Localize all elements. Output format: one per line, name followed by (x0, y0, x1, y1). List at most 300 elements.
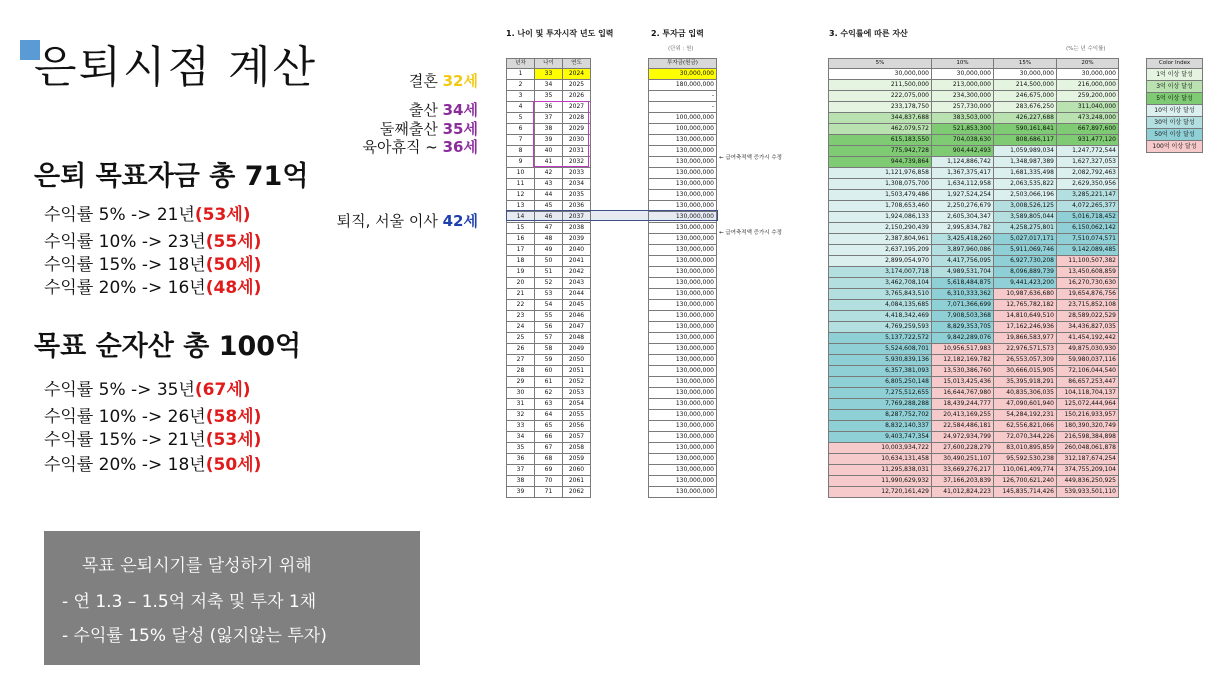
age-cell[interactable]: 48 (535, 234, 563, 245)
year-cell[interactable]: 2033 (563, 168, 591, 179)
asset-value-cell[interactable]: 213,000,000 (932, 80, 994, 91)
asset-value-cell[interactable]: 3,589,805,044 (994, 212, 1057, 223)
asset-value-cell[interactable]: 449,836,250,925 (1057, 476, 1119, 487)
investment-cell[interactable]: 130,000,000 (649, 146, 717, 157)
investment-cell[interactable]: 130,000,000 (649, 179, 717, 190)
asset-value-cell[interactable]: 12,182,169,782 (932, 355, 994, 366)
row-number-cell[interactable]: 20 (507, 278, 535, 289)
age-cell[interactable]: 43 (535, 179, 563, 190)
asset-value-cell[interactable]: 216,598,384,898 (1057, 432, 1119, 443)
year-cell[interactable]: 2029 (563, 124, 591, 135)
investment-cell[interactable]: 130,000,000 (649, 465, 717, 476)
asset-value-cell[interactable]: 5,618,484,875 (932, 278, 994, 289)
investment-cell[interactable]: 130,000,000 (649, 267, 717, 278)
asset-value-cell[interactable]: 4,989,531,704 (932, 267, 994, 278)
year-cell[interactable]: 2048 (563, 333, 591, 344)
investment-cell[interactable]: 130,000,000 (649, 212, 717, 223)
row-number-cell[interactable]: 19 (507, 267, 535, 278)
year-cell[interactable]: 2040 (563, 245, 591, 256)
year-cell[interactable]: 2056 (563, 421, 591, 432)
investment-cell[interactable]: 130,000,000 (649, 245, 717, 256)
asset-value-cell[interactable]: 904,442,493 (932, 146, 994, 157)
age-cell[interactable]: 56 (535, 322, 563, 333)
row-number-cell[interactable]: 9 (507, 157, 535, 168)
age-cell[interactable]: 44 (535, 190, 563, 201)
age-cell[interactable]: 66 (535, 432, 563, 443)
asset-value-cell[interactable]: 521,853,300 (932, 124, 994, 135)
asset-value-cell[interactable]: 1,348,987,389 (994, 157, 1057, 168)
asset-value-cell[interactable]: 6,927,730,208 (994, 256, 1057, 267)
asset-value-cell[interactable]: 7,908,503,368 (932, 311, 994, 322)
asset-value-cell[interactable]: 8,287,752,702 (829, 410, 932, 421)
asset-value-cell[interactable]: 30,666,015,905 (994, 366, 1057, 377)
asset-value-cell[interactable]: 11,990,629,932 (829, 476, 932, 487)
asset-value-cell[interactable]: 5,027,017,171 (994, 234, 1057, 245)
asset-value-cell[interactable]: 667,897,600 (1057, 124, 1119, 135)
year-cell[interactable]: 2043 (563, 278, 591, 289)
asset-value-cell[interactable]: 8,096,889,739 (994, 267, 1057, 278)
asset-value-cell[interactable]: 5,524,608,701 (829, 344, 932, 355)
investment-cell[interactable]: 130,000,000 (649, 234, 717, 245)
investment-cell[interactable]: 180,000,000 (649, 80, 717, 91)
asset-value-cell[interactable]: 10,634,131,458 (829, 454, 932, 465)
header-cell[interactable]: 5% (829, 59, 932, 69)
row-number-cell[interactable]: 23 (507, 311, 535, 322)
asset-value-cell[interactable]: 5,911,069,746 (994, 245, 1057, 256)
asset-value-cell[interactable]: 1,367,375,417 (932, 168, 994, 179)
age-cell[interactable]: 34 (535, 80, 563, 91)
asset-value-cell[interactable]: 4,769,259,593 (829, 322, 932, 333)
year-cell[interactable]: 2053 (563, 388, 591, 399)
asset-value-cell[interactable]: 47,090,601,940 (994, 399, 1057, 410)
asset-value-cell[interactable]: 10,003,934,722 (829, 443, 932, 454)
year-cell[interactable]: 2051 (563, 366, 591, 377)
asset-value-cell[interactable]: 126,700,621,240 (994, 476, 1057, 487)
asset-value-cell[interactable]: 19,866,583,977 (994, 333, 1057, 344)
age-cell[interactable]: 50 (535, 256, 563, 267)
asset-value-cell[interactable]: 344,837,688 (829, 113, 932, 124)
asset-value-cell[interactable]: 1,124,886,742 (932, 157, 994, 168)
investment-cell[interactable]: 100,000,000 (649, 113, 717, 124)
age-cell[interactable]: 60 (535, 366, 563, 377)
asset-value-cell[interactable]: 9,441,423,200 (994, 278, 1057, 289)
investment-cell[interactable]: 130,000,000 (649, 223, 717, 234)
asset-value-cell[interactable]: 704,038,630 (932, 135, 994, 146)
year-cell[interactable]: 2058 (563, 443, 591, 454)
row-number-cell[interactable]: 2 (507, 80, 535, 91)
asset-value-cell[interactable]: 5,137,722,572 (829, 333, 932, 344)
age-cell[interactable]: 38 (535, 124, 563, 135)
asset-value-cell[interactable]: 259,200,000 (1057, 91, 1119, 102)
year-cell[interactable]: 2049 (563, 344, 591, 355)
asset-value-cell[interactable]: 4,084,135,685 (829, 300, 932, 311)
asset-value-cell[interactable]: 222,075,000 (829, 91, 932, 102)
asset-value-cell[interactable]: 4,258,275,801 (994, 223, 1057, 234)
header-cell[interactable]: 년차 (507, 59, 535, 69)
row-number-cell[interactable]: 10 (507, 168, 535, 179)
asset-value-cell[interactable]: 13,530,386,760 (932, 366, 994, 377)
asset-value-cell[interactable]: 35,395,918,291 (994, 377, 1057, 388)
investment-cell[interactable]: 130,000,000 (649, 366, 717, 377)
year-cell[interactable]: 2052 (563, 377, 591, 388)
asset-value-cell[interactable]: 2,605,304,347 (932, 212, 994, 223)
investment-cell[interactable]: 130,000,000 (649, 157, 717, 168)
age-cell[interactable]: 42 (535, 168, 563, 179)
year-cell[interactable]: 2041 (563, 256, 591, 267)
age-cell[interactable]: 61 (535, 377, 563, 388)
row-number-cell[interactable]: 13 (507, 201, 535, 212)
asset-value-cell[interactable]: 944,739,864 (829, 157, 932, 168)
legend-item[interactable]: 100억 이상 달성 (1147, 141, 1203, 153)
year-cell[interactable]: 2027 (563, 102, 591, 113)
asset-value-cell[interactable]: 2,637,195,209 (829, 245, 932, 256)
asset-value-cell[interactable]: 22,976,571,573 (994, 344, 1057, 355)
age-cell[interactable]: 63 (535, 399, 563, 410)
row-number-cell[interactable]: 1 (507, 69, 535, 80)
year-cell[interactable]: 2057 (563, 432, 591, 443)
year-cell[interactable]: 2038 (563, 223, 591, 234)
legend-item[interactable]: 10억 이상 달성 (1147, 105, 1203, 117)
asset-value-cell[interactable]: 1,247,772,544 (1057, 146, 1119, 157)
asset-value-cell[interactable]: 19,654,876,756 (1057, 289, 1119, 300)
row-number-cell[interactable]: 15 (507, 223, 535, 234)
asset-value-cell[interactable]: 59,980,037,116 (1057, 355, 1119, 366)
row-number-cell[interactable]: 11 (507, 179, 535, 190)
age-cell[interactable]: 71 (535, 487, 563, 498)
asset-value-cell[interactable]: 2,082,792,463 (1057, 168, 1119, 179)
age-cell[interactable]: 65 (535, 421, 563, 432)
investment-cell[interactable]: 130,000,000 (649, 201, 717, 212)
asset-value-cell[interactable]: 30,000,000 (932, 69, 994, 80)
asset-value-cell[interactable]: 4,072,265,377 (1057, 201, 1119, 212)
asset-value-cell[interactable]: 233,178,750 (829, 102, 932, 113)
year-cell[interactable]: 2055 (563, 410, 591, 421)
year-cell[interactable]: 2047 (563, 322, 591, 333)
legend-item[interactable]: 1억 이상 달성 (1147, 69, 1203, 81)
year-cell[interactable]: 2024 (563, 69, 591, 80)
asset-value-cell[interactable]: 30,000,000 (1057, 69, 1119, 80)
year-cell[interactable]: 2045 (563, 300, 591, 311)
investment-cell[interactable]: 130,000,000 (649, 388, 717, 399)
row-number-cell[interactable]: 18 (507, 256, 535, 267)
asset-value-cell[interactable]: 6,310,333,362 (932, 289, 994, 300)
asset-value-cell[interactable]: 20,413,169,255 (932, 410, 994, 421)
asset-value-cell[interactable]: 383,503,000 (932, 113, 994, 124)
row-number-cell[interactable]: 34 (507, 432, 535, 443)
asset-value-cell[interactable]: 312,187,674,254 (1057, 454, 1119, 465)
asset-value-cell[interactable]: 15,013,425,436 (932, 377, 994, 388)
asset-value-cell[interactable]: 2,063,535,822 (994, 179, 1057, 190)
age-cell[interactable]: 64 (535, 410, 563, 421)
investment-cell[interactable]: 130,000,000 (649, 289, 717, 300)
asset-value-cell[interactable]: 808,686,117 (994, 135, 1057, 146)
age-cell[interactable]: 45 (535, 201, 563, 212)
row-number-cell[interactable]: 30 (507, 388, 535, 399)
age-cell[interactable]: 70 (535, 476, 563, 487)
row-number-cell[interactable]: 25 (507, 333, 535, 344)
year-cell[interactable]: 2028 (563, 113, 591, 124)
asset-value-cell[interactable]: 7,275,512,655 (829, 388, 932, 399)
row-number-cell[interactable]: 8 (507, 146, 535, 157)
investment-cell[interactable]: 130,000,000 (649, 487, 717, 498)
row-number-cell[interactable]: 4 (507, 102, 535, 113)
header-cell[interactable]: 연도 (563, 59, 591, 69)
asset-value-cell[interactable]: 11,295,838,031 (829, 465, 932, 476)
asset-value-cell[interactable]: 6,805,250,148 (829, 377, 932, 388)
asset-value-cell[interactable]: 2,150,290,439 (829, 223, 932, 234)
investment-cell[interactable]: 100,000,000 (649, 124, 717, 135)
year-cell[interactable]: 2061 (563, 476, 591, 487)
asset-value-cell[interactable]: 539,933,501,110 (1057, 487, 1119, 498)
asset-value-cell[interactable]: 16,644,767,980 (932, 388, 994, 399)
asset-value-cell[interactable]: 7,769,288,288 (829, 399, 932, 410)
asset-value-cell[interactable]: 180,390,320,749 (1057, 421, 1119, 432)
asset-value-cell[interactable]: 214,500,000 (994, 80, 1057, 91)
row-number-cell[interactable]: 33 (507, 421, 535, 432)
age-cell[interactable]: 39 (535, 135, 563, 146)
asset-value-cell[interactable]: 590,161,841 (994, 124, 1057, 135)
investment-cell[interactable]: 130,000,000 (649, 333, 717, 344)
asset-value-cell[interactable]: 260,048,061,878 (1057, 443, 1119, 454)
asset-value-cell[interactable]: 72,070,344,226 (994, 432, 1057, 443)
asset-value-cell[interactable]: 14,810,649,510 (994, 311, 1057, 322)
asset-value-cell[interactable]: 34,436,827,035 (1057, 322, 1119, 333)
year-cell[interactable]: 2050 (563, 355, 591, 366)
row-number-cell[interactable]: 14 (507, 212, 535, 223)
investment-cell[interactable]: 130,000,000 (649, 300, 717, 311)
row-number-cell[interactable]: 29 (507, 377, 535, 388)
asset-value-cell[interactable]: 22,584,486,181 (932, 421, 994, 432)
row-number-cell[interactable]: 27 (507, 355, 535, 366)
legend-item[interactable]: 30억 이상 달성 (1147, 117, 1203, 129)
legend-title[interactable]: Color Index (1147, 59, 1203, 69)
asset-value-cell[interactable]: 4,418,342,469 (829, 311, 932, 322)
asset-value-cell[interactable]: 615,183,550 (829, 135, 932, 146)
age-cell[interactable]: 37 (535, 113, 563, 124)
asset-value-cell[interactable]: 95,592,530,238 (994, 454, 1057, 465)
investment-cell[interactable]: 130,000,000 (649, 432, 717, 443)
asset-value-cell[interactable]: 311,040,000 (1057, 102, 1119, 113)
header-cell[interactable]: 나이 (535, 59, 563, 69)
asset-value-cell[interactable]: 2,250,276,679 (932, 201, 994, 212)
age-cell[interactable]: 53 (535, 289, 563, 300)
asset-value-cell[interactable]: 86,657,253,447 (1057, 377, 1119, 388)
asset-value-cell[interactable]: 30,000,000 (829, 69, 932, 80)
asset-value-cell[interactable]: 246,675,000 (994, 91, 1057, 102)
age-cell[interactable]: 40 (535, 146, 563, 157)
row-number-cell[interactable]: 5 (507, 113, 535, 124)
age-cell[interactable]: 69 (535, 465, 563, 476)
asset-value-cell[interactable]: 72,106,044,540 (1057, 366, 1119, 377)
asset-value-cell[interactable]: 1,059,989,034 (994, 146, 1057, 157)
age-cell[interactable]: 57 (535, 333, 563, 344)
row-number-cell[interactable]: 38 (507, 476, 535, 487)
asset-value-cell[interactable]: 16,270,730,630 (1057, 278, 1119, 289)
age-cell[interactable]: 33 (535, 69, 563, 80)
asset-value-cell[interactable]: 1,924,086,133 (829, 212, 932, 223)
row-number-cell[interactable]: 36 (507, 454, 535, 465)
investment-cell[interactable]: 130,000,000 (649, 476, 717, 487)
year-cell[interactable]: 2039 (563, 234, 591, 245)
asset-value-cell[interactable]: 24,972,934,799 (932, 432, 994, 443)
age-cell[interactable]: 51 (535, 267, 563, 278)
asset-value-cell[interactable]: 62,556,821,066 (994, 421, 1057, 432)
year-cell[interactable]: 2037 (563, 212, 591, 223)
asset-value-cell[interactable]: 473,248,000 (1057, 113, 1119, 124)
year-cell[interactable]: 2034 (563, 179, 591, 190)
year-cell[interactable]: 2060 (563, 465, 591, 476)
age-cell[interactable]: 62 (535, 388, 563, 399)
legend-item[interactable]: 5억 이상 달성 (1147, 93, 1203, 105)
header-cell[interactable]: 10% (932, 59, 994, 69)
row-number-cell[interactable]: 24 (507, 322, 535, 333)
asset-value-cell[interactable]: 30,000,000 (994, 69, 1057, 80)
row-number-cell[interactable]: 12 (507, 190, 535, 201)
asset-value-cell[interactable]: 3,008,526,125 (994, 201, 1057, 212)
asset-value-cell[interactable]: 145,835,714,426 (994, 487, 1057, 498)
asset-value-cell[interactable]: 1,503,479,486 (829, 190, 932, 201)
asset-value-cell[interactable]: 40,835,306,035 (994, 388, 1057, 399)
asset-value-cell[interactable]: 23,715,852,108 (1057, 300, 1119, 311)
age-cell[interactable]: 52 (535, 278, 563, 289)
asset-value-cell[interactable]: 3,174,007,718 (829, 267, 932, 278)
row-number-cell[interactable]: 35 (507, 443, 535, 454)
year-cell[interactable]: 2042 (563, 267, 591, 278)
asset-value-cell[interactable]: 33,669,276,217 (932, 465, 994, 476)
asset-value-cell[interactable]: 1,121,976,858 (829, 168, 932, 179)
row-number-cell[interactable]: 21 (507, 289, 535, 300)
asset-value-cell[interactable]: 211,500,000 (829, 80, 932, 91)
row-number-cell[interactable]: 3 (507, 91, 535, 102)
age-cell[interactable]: 49 (535, 245, 563, 256)
asset-value-cell[interactable]: 426,227,688 (994, 113, 1057, 124)
asset-value-cell[interactable]: 12,765,782,182 (994, 300, 1057, 311)
asset-value-cell[interactable]: 18,439,244,777 (932, 399, 994, 410)
asset-value-cell[interactable]: 2,899,054,970 (829, 256, 932, 267)
asset-value-cell[interactable]: 11,100,507,382 (1057, 256, 1119, 267)
asset-value-cell[interactable]: 8,832,140,337 (829, 421, 932, 432)
row-number-cell[interactable]: 39 (507, 487, 535, 498)
row-number-cell[interactable]: 37 (507, 465, 535, 476)
asset-value-cell[interactable]: 41,454,192,442 (1057, 333, 1119, 344)
investment-cell[interactable]: 130,000,000 (649, 399, 717, 410)
header-cell[interactable]: 15% (994, 59, 1057, 69)
year-cell[interactable]: 2035 (563, 190, 591, 201)
age-cell[interactable]: 58 (535, 344, 563, 355)
asset-value-cell[interactable]: 2,503,066,196 (994, 190, 1057, 201)
age-cell[interactable]: 54 (535, 300, 563, 311)
asset-value-cell[interactable]: 9,842,289,076 (932, 333, 994, 344)
row-number-cell[interactable]: 7 (507, 135, 535, 146)
investment-cell[interactable]: 130,000,000 (649, 190, 717, 201)
asset-value-cell[interactable]: 2,629,350,956 (1057, 179, 1119, 190)
asset-value-cell[interactable]: 3,285,221,147 (1057, 190, 1119, 201)
asset-value-cell[interactable]: 8,829,353,705 (932, 322, 994, 333)
asset-value-cell[interactable]: 41,012,824,223 (932, 487, 994, 498)
investment-cell[interactable]: - (649, 102, 717, 113)
investment-cell[interactable]: 130,000,000 (649, 344, 717, 355)
asset-value-cell[interactable]: 83,010,895,859 (994, 443, 1057, 454)
asset-value-cell[interactable]: 283,676,250 (994, 102, 1057, 113)
year-cell[interactable]: 2044 (563, 289, 591, 300)
age-cell[interactable]: 55 (535, 311, 563, 322)
asset-value-cell[interactable]: 54,284,192,231 (994, 410, 1057, 421)
asset-value-cell[interactable]: 1,627,327,053 (1057, 157, 1119, 168)
asset-value-cell[interactable]: 7,510,074,571 (1057, 234, 1119, 245)
asset-value-cell[interactable]: 216,000,000 (1057, 80, 1119, 91)
asset-value-cell[interactable]: 10,956,517,983 (932, 344, 994, 355)
asset-value-cell[interactable]: 257,730,000 (932, 102, 994, 113)
asset-value-cell[interactable]: 26,553,057,309 (994, 355, 1057, 366)
row-number-cell[interactable]: 17 (507, 245, 535, 256)
age-cell[interactable]: 47 (535, 223, 563, 234)
header-cell[interactable]: 투자금(원금) (649, 59, 717, 69)
year-cell[interactable]: 2026 (563, 91, 591, 102)
row-number-cell[interactable]: 28 (507, 366, 535, 377)
investment-cell[interactable]: 130,000,000 (649, 256, 717, 267)
asset-value-cell[interactable]: 6,357,381,093 (829, 366, 932, 377)
row-number-cell[interactable]: 26 (507, 344, 535, 355)
year-cell[interactable]: 2062 (563, 487, 591, 498)
investment-cell[interactable]: 130,000,000 (649, 355, 717, 366)
year-cell[interactable]: 2059 (563, 454, 591, 465)
investment-cell[interactable]: 130,000,000 (649, 410, 717, 421)
asset-value-cell[interactable]: 110,061,409,774 (994, 465, 1057, 476)
asset-value-cell[interactable]: 2,387,804,961 (829, 234, 932, 245)
asset-value-cell[interactable]: 3,462,708,104 (829, 278, 932, 289)
header-cell[interactable]: 20% (1057, 59, 1119, 69)
legend-item[interactable]: 50억 이상 달성 (1147, 129, 1203, 141)
asset-value-cell[interactable]: 125,072,444,964 (1057, 399, 1119, 410)
age-cell[interactable]: 68 (535, 454, 563, 465)
asset-value-cell[interactable]: 27,600,228,279 (932, 443, 994, 454)
investment-cell[interactable]: 130,000,000 (649, 443, 717, 454)
asset-value-cell[interactable]: 2,995,834,782 (932, 223, 994, 234)
age-cell[interactable]: 67 (535, 443, 563, 454)
asset-value-cell[interactable]: 1,634,112,958 (932, 179, 994, 190)
asset-value-cell[interactable]: 104,118,704,137 (1057, 388, 1119, 399)
year-cell[interactable]: 2025 (563, 80, 591, 91)
asset-value-cell[interactable]: 28,589,022,529 (1057, 311, 1119, 322)
asset-value-cell[interactable]: 49,875,030,930 (1057, 344, 1119, 355)
age-cell[interactable]: 46 (535, 212, 563, 223)
asset-value-cell[interactable]: 13,450,608,859 (1057, 267, 1119, 278)
asset-value-cell[interactable]: 7,071,366,699 (932, 300, 994, 311)
asset-value-cell[interactable]: 1,708,653,460 (829, 201, 932, 212)
investment-cell[interactable]: - (649, 91, 717, 102)
asset-value-cell[interactable]: 6,150,062,142 (1057, 223, 1119, 234)
asset-value-cell[interactable]: 5,930,839,136 (829, 355, 932, 366)
asset-value-cell[interactable]: 5,016,718,452 (1057, 212, 1119, 223)
asset-value-cell[interactable]: 3,897,960,086 (932, 245, 994, 256)
asset-value-cell[interactable]: 37,166,203,839 (932, 476, 994, 487)
investment-cell[interactable]: 130,000,000 (649, 278, 717, 289)
asset-value-cell[interactable]: 9,142,089,485 (1057, 245, 1119, 256)
investment-cell[interactable]: 130,000,000 (649, 454, 717, 465)
asset-value-cell[interactable]: 374,755,209,104 (1057, 465, 1119, 476)
investment-cell[interactable]: 130,000,000 (649, 311, 717, 322)
row-number-cell[interactable]: 16 (507, 234, 535, 245)
asset-value-cell[interactable]: 4,417,756,095 (932, 256, 994, 267)
asset-value-cell[interactable]: 1,308,075,700 (829, 179, 932, 190)
year-cell[interactable]: 2031 (563, 146, 591, 157)
year-cell[interactable]: 2036 (563, 201, 591, 212)
asset-value-cell[interactable]: 1,681,335,498 (994, 168, 1057, 179)
legend-item[interactable]: 3억 이상 달성 (1147, 81, 1203, 93)
asset-value-cell[interactable]: 9,403,747,354 (829, 432, 932, 443)
asset-value-cell[interactable]: 10,987,636,680 (994, 289, 1057, 300)
row-number-cell[interactable]: 6 (507, 124, 535, 135)
